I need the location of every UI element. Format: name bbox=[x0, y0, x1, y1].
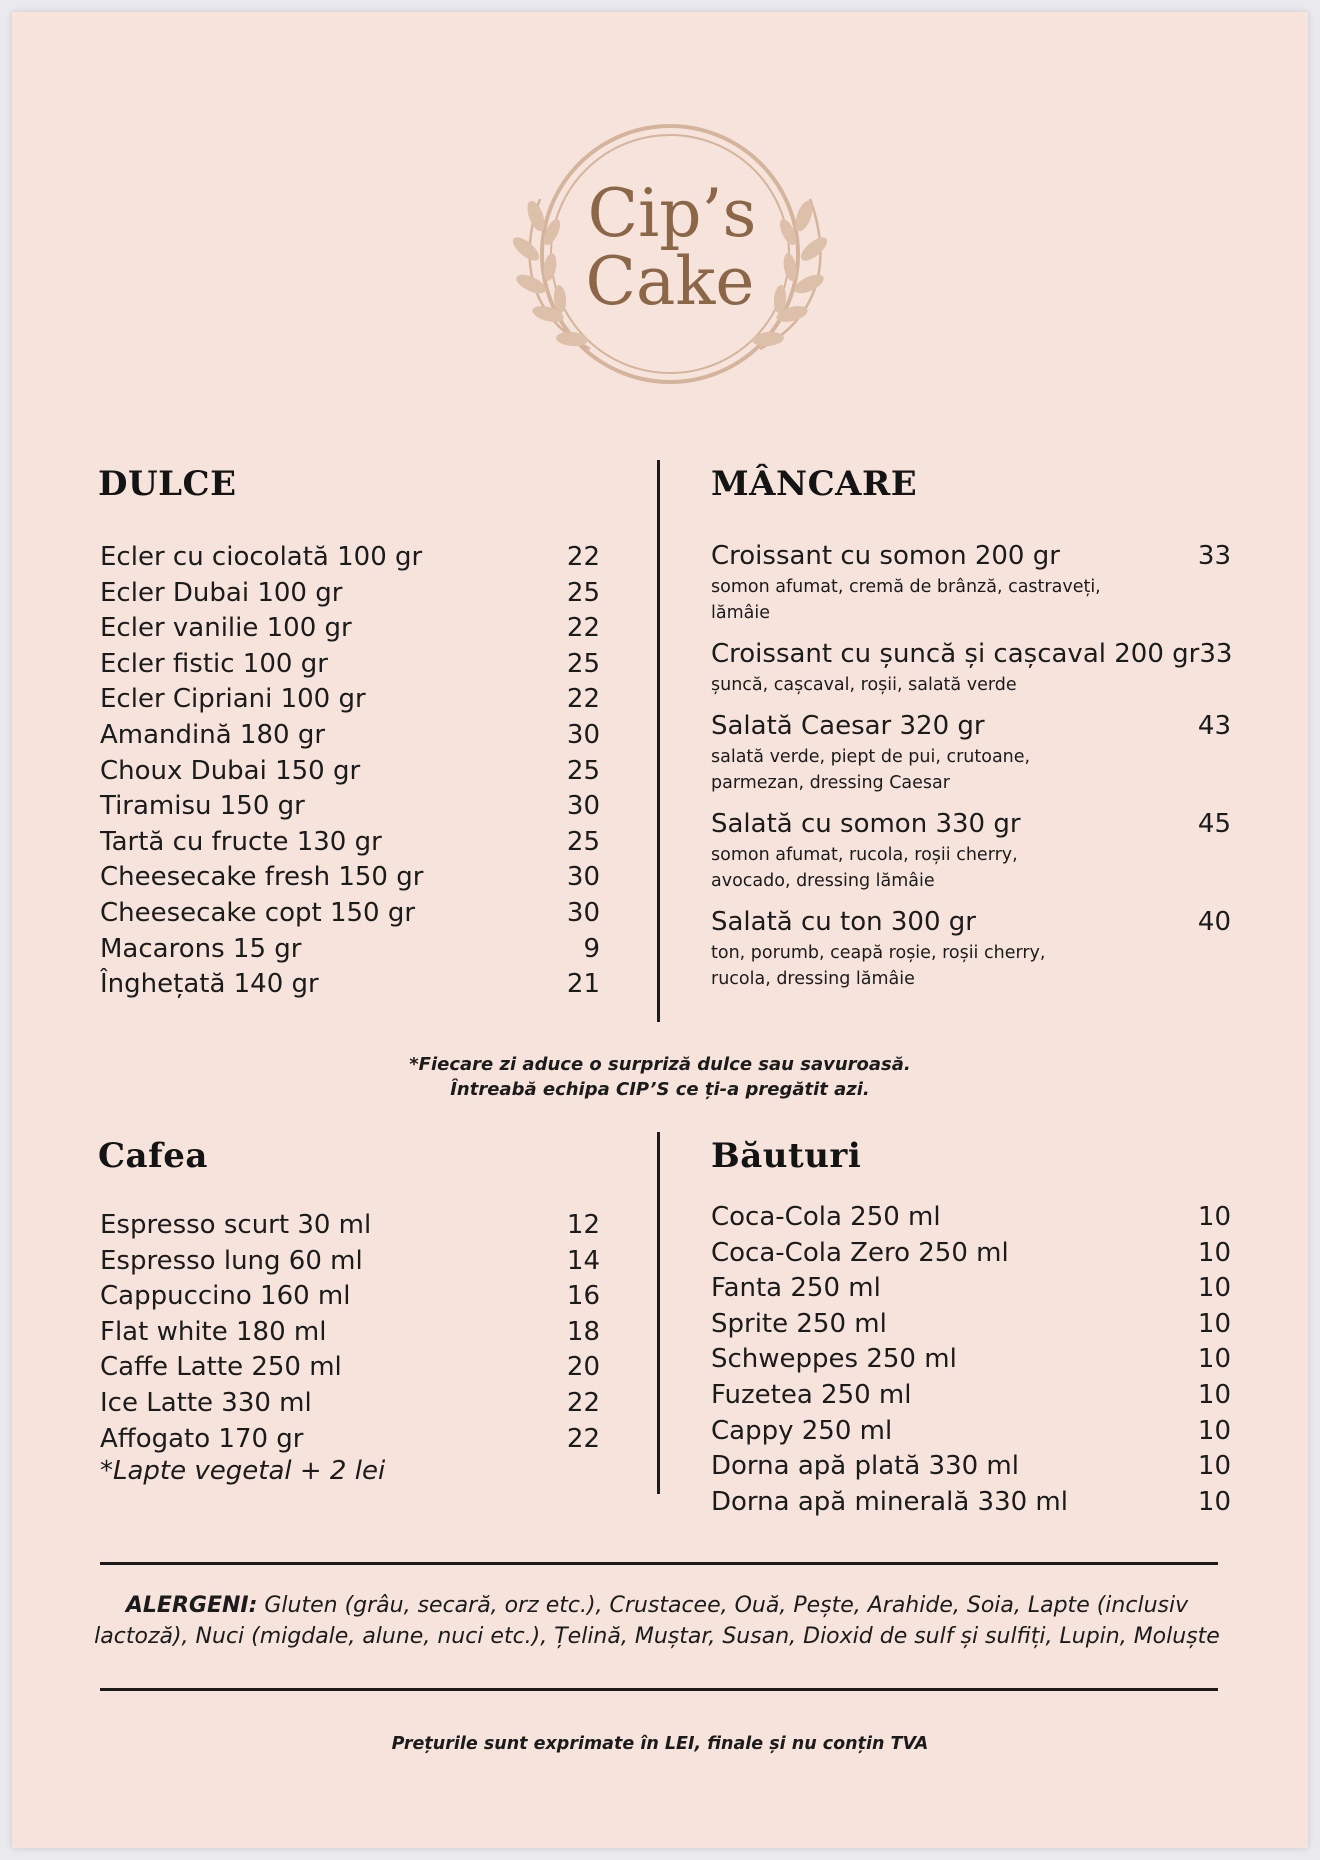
divider-line-top bbox=[100, 1562, 1218, 1565]
menu-item-price: 10 bbox=[1197, 1486, 1231, 1517]
menu-item-price: 30 bbox=[566, 897, 600, 928]
menu-item-price: 10 bbox=[1197, 1202, 1231, 1232]
section-title-mancare: MÂNCARE bbox=[711, 464, 918, 504]
menu-item bbox=[100, 896, 600, 932]
menu-page bbox=[12, 12, 1308, 1848]
menu-item-name: Ecler cu ciocolată 100 gr bbox=[100, 542, 423, 572]
menu-item-name: Coca-Cola 250 ml bbox=[711, 1202, 941, 1232]
menu-item-price: 45 bbox=[1197, 809, 1231, 839]
column-divider-bottom bbox=[657, 1132, 660, 1494]
menu-item-price: 22 bbox=[566, 542, 600, 572]
menu-item bbox=[100, 1315, 600, 1351]
menu-item-price: 10 bbox=[1197, 1415, 1231, 1446]
menu-item-price: 21 bbox=[566, 969, 600, 1000]
menu-item-name: Flat white 180 ml bbox=[100, 1316, 327, 1347]
mancare-list bbox=[711, 538, 1231, 1002]
menu-item bbox=[711, 708, 1231, 796]
plant-milk-note: *Lapte vegetal + 2 lei bbox=[100, 1456, 386, 1486]
price-disclaimer: Prețurile sunt exprimate în LEI, finale și nu conțin TVA bbox=[391, 1734, 929, 1754]
menu-item bbox=[711, 904, 1231, 992]
menu-item-header bbox=[711, 904, 1231, 940]
menu-item bbox=[711, 1236, 1231, 1272]
menu-item-price: 22 bbox=[566, 1387, 600, 1418]
menu-item-name: Choux Dubai 150 gr bbox=[100, 755, 361, 786]
menu-item-name: Croissant cu șuncă și cașcaval 200 gr bbox=[711, 639, 1200, 669]
menu-item bbox=[100, 754, 600, 790]
menu-item-name: Tiramisu 150 gr bbox=[100, 791, 305, 822]
menu-item-price: 22 bbox=[566, 684, 600, 715]
menu-item-name: Cheesecake copt 150 gr bbox=[100, 897, 416, 928]
menu-item bbox=[711, 1342, 1231, 1378]
menu-item-price: 10 bbox=[1197, 1451, 1231, 1482]
menu-item-name: Macarons 15 gr bbox=[100, 933, 302, 964]
menu-item-price: 10 bbox=[1197, 1273, 1231, 1304]
menu-item-name: Fanta 250 ml bbox=[711, 1273, 881, 1304]
menu-item-price: 18 bbox=[566, 1316, 600, 1347]
menu-item-name: Tartă cu fructe 130 gr bbox=[100, 826, 382, 857]
menu-item-name: Salată Caesar 320 gr bbox=[711, 711, 985, 741]
menu-item-price: 10 bbox=[1197, 1344, 1231, 1375]
menu-item-price: 10 bbox=[1197, 1379, 1231, 1410]
allergens-text: Gluten (grâu, secară, orz etc.), Crustacee, Ouă, Pește, Arahide, Soia, Lapte (inclusiv lactoză), Nuci (migdale, alune, nuci etc.), Țelină, Muștar, Susan, Dioxid de sulf și sulfiți, Lupin, Moluște bbox=[94, 1593, 1220, 1649]
menu-item bbox=[711, 1378, 1231, 1414]
menu-item-name: Cappuccino 160 ml bbox=[100, 1281, 351, 1312]
menu-item-header bbox=[711, 636, 1231, 672]
menu-item-name: Ecler Dubai 100 gr bbox=[100, 577, 343, 608]
menu-item-name: Înghețată 140 gr bbox=[100, 969, 319, 1000]
menu-item bbox=[100, 611, 600, 647]
menu-item-price: 22 bbox=[566, 1423, 600, 1454]
menu-item bbox=[100, 789, 600, 825]
menu-item bbox=[100, 1208, 600, 1244]
section-title-bauturi: Băuturi bbox=[711, 1136, 862, 1176]
menu-item-description: somon afumat, rucola, roșii cherry, avocado, dressing lămâie bbox=[711, 845, 1018, 891]
divider-line-bottom bbox=[100, 1688, 1218, 1691]
menu-item-price: 12 bbox=[566, 1210, 600, 1240]
menu-item-price: 25 bbox=[566, 826, 600, 857]
menu-item bbox=[100, 1422, 600, 1458]
menu-item-price: 33 bbox=[1199, 639, 1233, 669]
menu-item-name: Caffe Latte 250 ml bbox=[100, 1352, 342, 1383]
menu-item bbox=[711, 806, 1231, 894]
surprise-note bbox=[12, 1052, 1308, 1102]
menu-item-price: 10 bbox=[1197, 1308, 1231, 1339]
menu-item bbox=[100, 860, 600, 896]
menu-item-name: Schweppes 250 ml bbox=[711, 1344, 957, 1375]
menu-item bbox=[100, 967, 600, 1003]
menu-item-price: 30 bbox=[566, 791, 600, 822]
menu-item-name: Croissant cu somon 200 gr bbox=[711, 541, 1060, 571]
menu-item-name: Cappy 250 ml bbox=[711, 1415, 893, 1446]
menu-item bbox=[711, 1200, 1231, 1236]
section-title-dulce: DULCE bbox=[98, 464, 237, 504]
menu-item bbox=[100, 932, 600, 968]
menu-item-name: Salată cu somon 330 gr bbox=[711, 809, 1021, 839]
menu-item-name: Ecler Cipriani 100 gr bbox=[100, 684, 366, 715]
menu-item-name: Salată cu ton 300 gr bbox=[711, 907, 976, 937]
menu-item bbox=[100, 1386, 600, 1422]
logo-line2: Cake bbox=[585, 243, 755, 320]
menu-item-name: Dorna apă minerală 330 ml bbox=[711, 1486, 1068, 1517]
menu-item-name: Dorna apă plată 330 ml bbox=[711, 1451, 1019, 1482]
menu-item bbox=[100, 682, 600, 718]
menu-item-name: Ice Latte 330 ml bbox=[100, 1387, 312, 1418]
dulce-list bbox=[100, 540, 600, 1003]
menu-item-name: Ecler fistic 100 gr bbox=[100, 648, 328, 679]
menu-item bbox=[100, 825, 600, 861]
menu-item bbox=[711, 1271, 1231, 1307]
menu-item-price: 25 bbox=[566, 648, 600, 679]
menu-item-price: 10 bbox=[1197, 1237, 1231, 1268]
menu-item-price: 9 bbox=[583, 933, 600, 964]
menu-item bbox=[100, 1350, 600, 1386]
menu-item bbox=[711, 538, 1231, 626]
menu-item-price: 14 bbox=[566, 1245, 600, 1276]
section-title-cafea: Cafea bbox=[98, 1136, 208, 1176]
menu-item-name: Ecler vanilie 100 gr bbox=[100, 613, 352, 644]
menu-item-price: 25 bbox=[566, 755, 600, 786]
logo-line1: Cip’s bbox=[587, 175, 757, 252]
menu-item bbox=[100, 540, 600, 576]
menu-item bbox=[711, 1485, 1231, 1521]
menu-item-name: Espresso scurt 30 ml bbox=[100, 1210, 372, 1240]
column-divider-top bbox=[657, 460, 660, 1022]
bauturi-list bbox=[711, 1200, 1231, 1520]
menu-item-description: ton, porumb, ceapă roșie, roșii cherry, rucola, dressing lămâie bbox=[711, 943, 1046, 989]
menu-item-description: șuncă, cașcaval, roșii, salată verde bbox=[711, 675, 1017, 695]
menu-item-header bbox=[711, 806, 1231, 842]
menu-item-price: 40 bbox=[1197, 907, 1231, 937]
menu-item-name: Sprite 250 ml bbox=[711, 1308, 887, 1339]
menu-item-name: Cheesecake fresh 150 gr bbox=[100, 862, 424, 893]
menu-item bbox=[711, 636, 1231, 698]
menu-item-description: salată verde, piept de pui, crutoane, parmezan, dressing Caesar bbox=[711, 747, 1031, 793]
menu-item-price: 43 bbox=[1197, 711, 1231, 741]
menu-item-price: 33 bbox=[1197, 541, 1231, 571]
menu-item-header bbox=[711, 538, 1231, 574]
menu-item bbox=[100, 1244, 600, 1280]
menu-item-price: 16 bbox=[566, 1281, 600, 1312]
menu-item-header bbox=[711, 708, 1231, 744]
menu-item-name: Affogato 170 gr bbox=[100, 1423, 304, 1454]
menu-item bbox=[711, 1414, 1231, 1450]
menu-item bbox=[100, 576, 600, 612]
menu-item bbox=[100, 647, 600, 683]
menu-item bbox=[100, 1279, 600, 1315]
menu-item bbox=[100, 718, 600, 754]
menu-item-price: 22 bbox=[566, 613, 600, 644]
menu-item-name: Fuzetea 250 ml bbox=[711, 1379, 912, 1410]
surprise-note-line2: Întreabă echipa CIP’S ce ți-a pregătit azi. bbox=[450, 1079, 870, 1100]
cafea-list bbox=[100, 1208, 600, 1457]
allergens-label: ALERGENI: bbox=[125, 1593, 258, 1618]
menu-item bbox=[711, 1307, 1231, 1343]
menu-item-price: 25 bbox=[566, 577, 600, 608]
laurel-ring-logo-icon bbox=[480, 104, 860, 404]
menu-item-name: Amandină 180 gr bbox=[100, 719, 326, 750]
allergens-info bbox=[82, 1590, 1232, 1652]
surprise-note-line1: *Fiecare zi aduce o surpriză dulce sau savuroasă. bbox=[409, 1054, 911, 1075]
menu-item-price: 30 bbox=[566, 719, 600, 750]
menu-item-price: 30 bbox=[566, 862, 600, 893]
cips-cake-logo bbox=[480, 104, 860, 404]
menu-item-description: somon afumat, cremă de brânză, castraveți, lămâie bbox=[711, 577, 1101, 623]
menu-item bbox=[711, 1449, 1231, 1485]
menu-item-price: 20 bbox=[566, 1352, 600, 1383]
menu-item-name: Coca-Cola Zero 250 ml bbox=[711, 1237, 1009, 1268]
menu-item-name: Espresso lung 60 ml bbox=[100, 1245, 363, 1276]
